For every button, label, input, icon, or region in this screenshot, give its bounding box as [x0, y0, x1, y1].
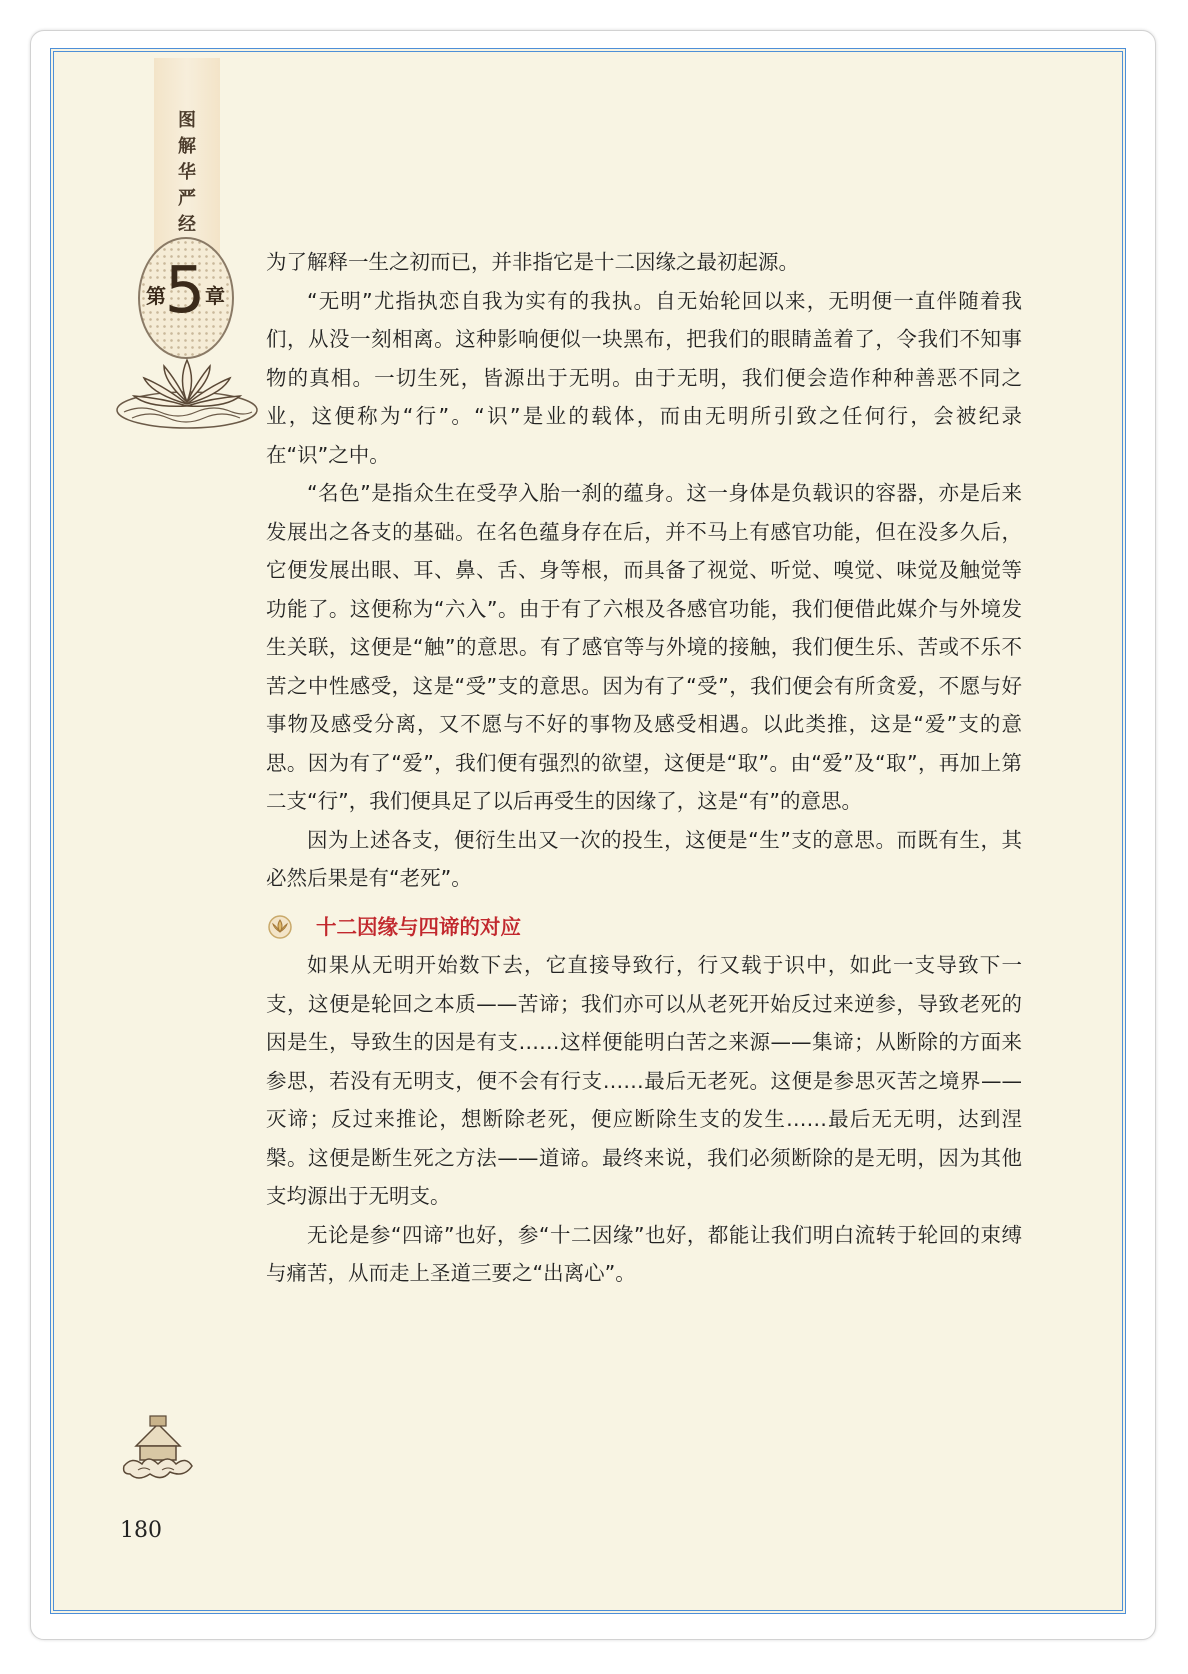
paragraph: 因为上述各支，便衍生出又一次的投生，这便是“生”支的意思。而既有生，其必然后果是有“老死”。	[266, 827, 1022, 890]
paragraph: 如果从无明开始数下去，它直接导致行，行又载于识中，如此一支导致下一支，这便是轮回之本质——苦谛；我们亦可以从老死开始反过来逆参，导致老死的因是生，导致生的因是有支……这样便能明白苦之来源——集谛；从断除的方面来参思，若没有无明支，便不会有行支……最后无老死。这便是参思灭苦之境界——灭谛；反过来推论，想断除老死，便应断除生支的发生……最后无无明，达到涅槃。这便是断生死之方法——道谛。最终来说，我们必须断除的是无明，因为其他支均源出于无明支。	[266, 953, 1022, 1208]
lotus-icon	[112, 352, 262, 432]
section-heading	[266, 908, 1022, 947]
chapter-suffix: 章	[205, 280, 225, 309]
cloud-pavilion-icon	[118, 1408, 198, 1488]
book-title-vertical: 图解华严经	[178, 110, 196, 235]
paragraph: 为了解释一生之初而已，并非指它是十二因缘之最初起源。	[266, 250, 799, 274]
body-text	[266, 243, 1022, 1293]
chapter-prefix: 第	[146, 280, 166, 309]
lotus-bullet-icon	[266, 913, 294, 941]
paragraph: “名色”是指众生在受孕入胎一刹的蕴身。这一身体是负载识的容器，亦是后来发展出之各支的基础。在名色蕴身存在后，并不马上有感官功能，但在没多久后，它便发展出眼、耳、鼻、舌、身等根，而具备了视觉、听觉、嗅觉、味觉及触觉等功能了。这便称为“六入”。由于有了六根及各感官功能，我们便借此媒介与外境发生关联，这便是“触”的意思。有了感官等与外境的接触，我们便生乐、苦或不乐不苦之中性感受，这是“受”支的意思。因为有了“受”，我们便会有所贪爱，不愿与好事物及感受分离，又不愿与不好的事物及感受相遇。以此类推，这是“爱”支的意思。因为有了“爱”，我们便有强烈的欲望，这便是“取”。由“爱”及“取”，再加上第二支“行”，我们便具足了以后再受生的因缘了，这是“有”的意思。	[266, 481, 1022, 813]
paragraph: “无明”尤指执恋自我为实有的我执。自无始轮回以来，无明便一直伴随着我们，从没一刻相离。这种影响便似一块黑布，把我们的眼睛盖着了，令我们不知事物的真相。一切生死，皆源出于无明。由于无明，我们便会造作种种善恶不同之业，这便称为“行”。“识”是业的载体，而由无明所引致之任何行，会被纪录在“识”之中。	[266, 288, 1022, 467]
paragraph: 无论是参“四谛”也好，参“十二因缘”也好，都能让我们明白流转于轮回的束缚与痛苦，从而走上圣道三要之“出离心”。	[266, 1222, 1022, 1285]
page-number: 180	[120, 1518, 162, 1543]
chapter-number: 5	[164, 254, 206, 328]
section-heading-text: 十二因缘与四谛的对应	[316, 914, 521, 939]
